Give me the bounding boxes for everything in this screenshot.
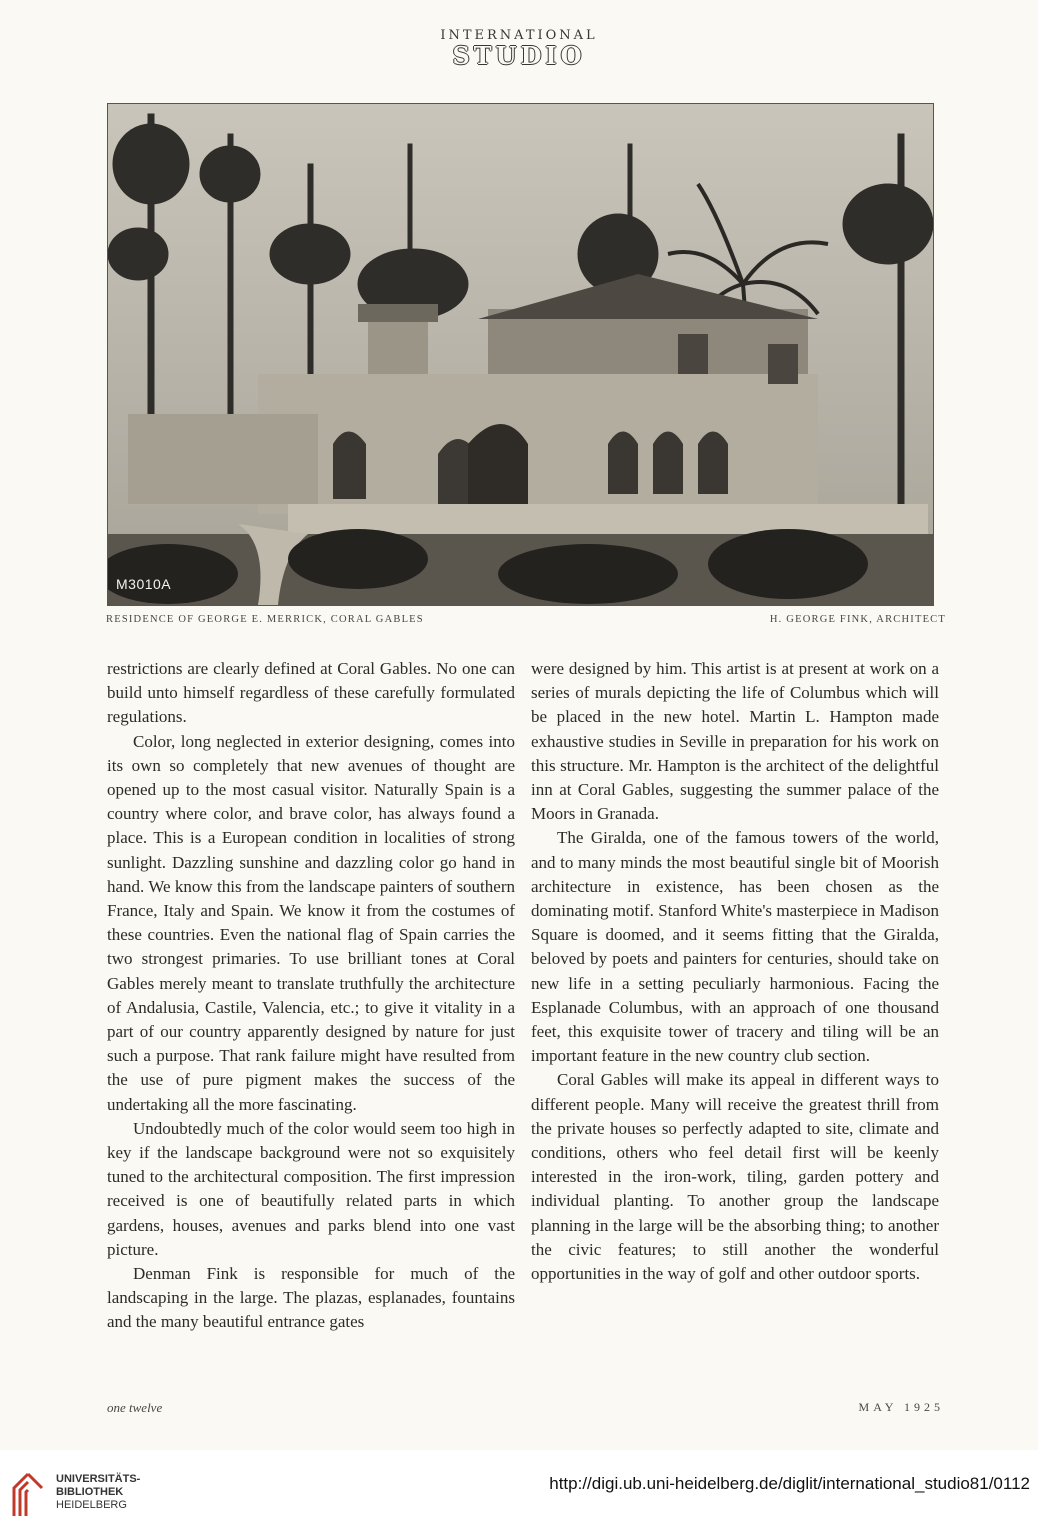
paragraph: restrictions are clearly defined at Coral Gables. No one can build unto himself regardless of these carefully formulated regulations. (107, 659, 515, 727)
university-library-logo-icon[interactable] (8, 1470, 48, 1520)
issue-date: MAY 1925 (858, 1400, 944, 1414)
photo-caption-left: RESIDENCE OF GEORGE E. MERRICK, CORAL GABLES (106, 614, 424, 625)
photo-caption-right: H. GEORGE FINK, ARCHITECT (769, 614, 946, 625)
paragraph: Color, long neglected in exterior designing, comes into its own so completely that new avenues of thought are opened up to the most casual visitor. Naturally Spain is a country where color, and brave color, has always found a place. This is a European condition in localities of strong sunlight. Dazzling sunshine and dazzling color go hand in hand. We know this from the landscape painters of southern France, Italy and Spain. We know it from the costumes of these countries. Even the national flag of Spain carries the two strongest primaries. To use brilliant tones at Coral Gables merely meant to translate truthfully the architecture of Andalusia, Castile, Valencia, etc.; to give it vitality in a part of our country apparently designed by nature for just such a purpose. That rank failure might have resulted from the use of pure pigment makes the success of the undertaking all the more fascinating. (107, 731, 515, 1114)
page-number-label: one twelve (107, 1400, 163, 1415)
house-photo-illustration (108, 104, 933, 605)
library-name-line: BIBLIOTHEK (56, 1486, 124, 1498)
plate-number: M3010A (116, 576, 172, 592)
paragraph: Coral Gables will make its appeal in different ways to different people. Many will receive the greatest thrill from the private houses so perfectly adapted to site, climate and conditions, others who feel detail first will be keenly interested in the iron-work, tiling, garden pottery and individual planting. To another group the landscape planning in the large will be the absorbing thing; to another the civic features; to still another the wonderful opportunities in the way of golf and other outdoor sports. (531, 1070, 939, 1284)
library-name-line: HEIDELBERG (56, 1499, 127, 1511)
masthead-title: INTERNATIONAL (440, 28, 598, 43)
masthead-logo: STUDIO (452, 41, 586, 70)
library-footer-bar (0, 1450, 1038, 1539)
paragraph: Denman Fink is responsible for much of the landscaping in the large. The plazas, esplanades, fountains and the many beautiful entrance gates (107, 1264, 515, 1332)
masthead (0, 28, 1038, 69)
house-photograph (107, 103, 934, 606)
library-name-line: UNIVERSITÄTS- (56, 1473, 141, 1485)
paragraph: The Giralda, one of the famous towers of the world, and to many minds the most beautiful single bit of Moorish architecture in existence, has been chosen as the dominating motif. Stanford White's masterpiece in Madison Square is doomed, and it seems fitting that the Giralda, beloved by poets and painters for centuries, should take on new life in a setting peculiarly harmonious. Facing the Esplanade Columbus, with an approach of one thousand feet, this exquisite tower of tracery and tiling will be an important feature in the new country club section. (531, 828, 939, 1066)
article-column-left (107, 657, 515, 1335)
library-name (56, 1473, 140, 1512)
paragraph: were designed by him. This artist is at present at work on a series of murals depicting the life of Columbus which will be placed in the new hotel. Martin L. Hampton made exhaustive studies in Seville in preparation for his work on this structure. Mr. Hampton is the architect of the delightful inn at Coral Gables, suggesting the summer palace of the Moors in Granada. (531, 659, 939, 824)
article-column-right (531, 657, 939, 1286)
paragraph: Undoubtedly much of the color would seem too high in key if the landscape background were not so exquisitely tuned to the architectural composition. The first impression received is one of beautifully related parts in which gardens, houses, avenues and parks blend into one vast picture. (107, 1118, 515, 1259)
source-url-link[interactable]: http://digi.ub.uni-heidelberg.de/diglit/international_studio81/0112 (549, 1474, 1030, 1493)
